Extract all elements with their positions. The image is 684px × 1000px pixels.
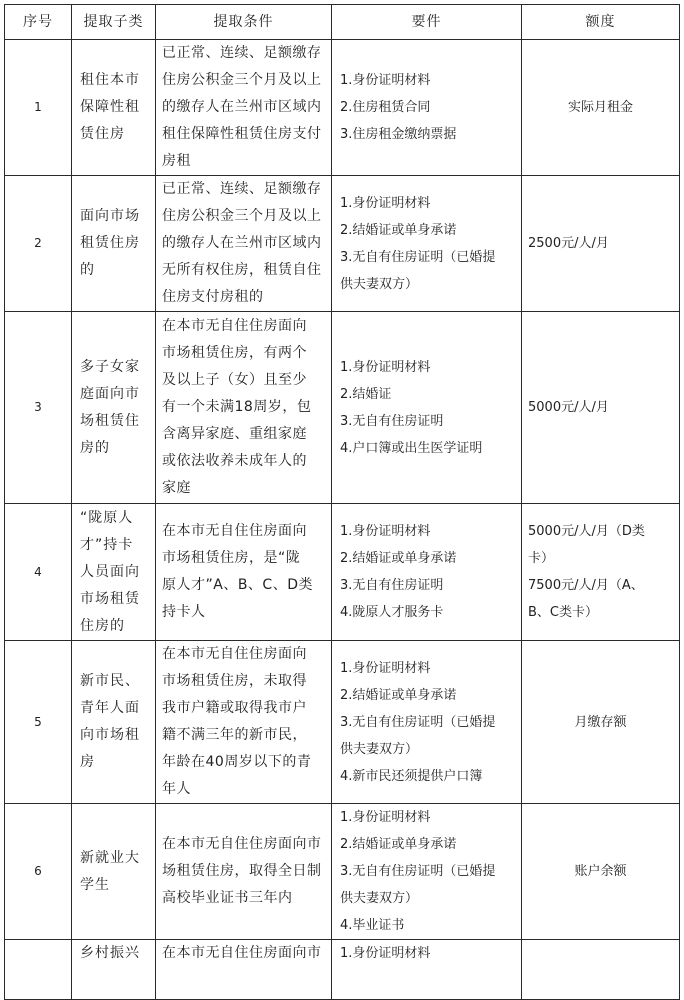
condition-cell-line: 含离异家庭、重组家庭 [162,426,307,442]
subtype-cell [72,504,156,641]
table-row [5,641,680,804]
requirements-cell-line: 1.身份证明材料 [340,359,431,375]
requirements-cell-line: 1.身份证明材料 [340,660,431,676]
subtype-cell [72,40,156,176]
condition-cell-line: 家庭 [162,480,191,496]
subtype-cell-line: 房 [80,754,95,770]
requirements-cell-line: 供夫妻双方） [340,891,419,906]
subtype-cell [72,312,156,504]
amount-cell-line: 5000元/人/月 [528,400,609,415]
amount-cell [522,40,680,176]
condition-cell-line: 的缴存人在兰州市区域内 [162,235,322,251]
subtype-cell-line: 新就业大 [80,849,140,866]
amount-cell-line: B、C类卡） [528,605,598,620]
condition-cell-line: 的缴存人在兰州市区域内 [162,99,322,115]
requirements-cell-line: 1.身份证明材料 [340,946,431,961]
condition-cell-line: 已正常、连续、足额缴存 [162,45,322,61]
requirements-cell [332,176,522,312]
header-requirements: 要件 [332,5,522,40]
condition-cell-line: 市场租赁住房，是“陇 [162,550,301,566]
condition-cell-line: 房租 [162,153,191,169]
condition-cell-line: 年人 [162,781,191,797]
subtype-cell-line: 向市场租 [80,727,140,743]
row-number: 4 [5,504,72,641]
housing-fund-withdrawal-table [4,4,680,1000]
table-row [5,40,680,176]
amount-cell [522,804,680,940]
header-amount: 额度 [522,5,680,40]
requirements-cell [332,312,522,504]
requirements-cell-line: 4.户口簿或出生医学证明 [340,440,483,456]
subtype-cell-line: “陇原人 [80,509,134,526]
subtype-cell-line: 乡村振兴 [80,945,140,961]
condition-cell-line: 及以上子（女）且至少 [162,372,307,388]
condition-cell-line: 高校毕业证书三年内 [162,890,293,906]
table-row [5,176,680,312]
table-row [5,804,680,940]
requirements-cell-line: 2.结婚证或单身承诺 [340,687,457,703]
subtype-cell-line: 庭面向市 [80,385,140,402]
condition-cell [156,312,332,504]
amount-cell [522,641,680,804]
subtype-cell-line: 租赁住房 [80,235,140,251]
subtype-cell [72,176,156,312]
requirements-cell-line: 3.无自有住房证明 [340,578,444,593]
requirements-cell [332,504,522,641]
condition-cell [156,176,332,312]
condition-cell-line: 已正常、连续、足额缴存 [162,181,322,197]
requirements-cell-line: 3.无自有住房证明（已婚提 [340,249,496,265]
requirements-cell-line: 2.结婚证 [340,386,392,402]
subtype-cell-line: 新市民、 [80,673,140,689]
subtype-cell-line: 人员面向 [80,563,140,580]
amount-cell [522,312,680,504]
subtype-cell-line: 保障性租 [80,99,140,115]
condition-cell [156,641,332,804]
condition-cell-line: 市场租赁住房，有两个 [162,345,307,361]
condition-cell-line: 在本市无自住住房面向 [162,523,307,539]
requirements-cell [332,804,522,940]
condition-cell-line: 场租赁住房，取得全日制 [162,863,322,879]
condition-cell-line: 持卡人 [162,604,206,620]
condition-cell-line: 在本市无自住住房面向 [162,646,307,662]
amount-cell-line: 卡） [528,551,555,566]
row-number: 5 [5,641,72,804]
amount-cell-line: 2500元/人/月 [528,236,609,251]
condition-cell-line: 在本市无自住住房面向市 [162,836,322,852]
requirements-cell-line: 3.住房租金缴纳票据 [340,127,457,142]
amount-cell [522,504,680,641]
subtype-cell-line: 场租赁住 [80,412,140,429]
condition-cell [156,940,332,1000]
row-number: 2 [5,176,72,312]
condition-cell-line: 在本市无自住住房面向市 [162,945,322,961]
amount-cell-line: 5000元/人/月（D类 [528,524,645,539]
subtype-cell-line: 房的 [80,439,110,456]
subtype-cell [72,804,156,940]
condition-cell-line: 住房公积金三个月及以上 [162,72,322,88]
subtype-cell-line: 租住本市 [80,72,140,88]
condition-cell [156,40,332,176]
requirements-cell-line: 4.新市民还须提供户口簿 [340,768,483,784]
requirements-cell-line: 2.住房租赁合同 [340,100,431,115]
subtype-cell [72,641,156,804]
requirements-cell-line: 3.无自有住房证明（已婚提 [340,714,496,730]
table-body [5,40,680,1000]
table-row [5,940,680,1000]
condition-cell-line: 年龄在40周岁以下的青 [162,754,312,770]
condition-cell-line: 租住保障性租赁住房支付 [162,126,322,142]
subtype-cell-line: 青年人面 [80,700,140,716]
table-header-row [5,5,680,40]
requirements-cell-line: 4.毕业证书 [340,918,405,933]
header-subtype: 提取子类 [72,5,156,40]
subtype-cell-line: 才”持卡 [80,536,134,553]
condition-cell [156,504,332,641]
condition-cell-line: 有一个未满18周岁，包 [162,399,312,415]
requirements-cell-line: 3.无自有住房证明（已婚提 [340,864,496,879]
requirements-cell-line: 1.身份证明材料 [340,810,431,825]
requirements-cell-line: 供夫妻双方） [340,276,419,292]
table-row [5,312,680,504]
requirements-cell-line: 3.无自有住房证明 [340,413,444,429]
condition-cell-line: 住房支付房租的 [162,289,264,305]
row-number: 3 [5,312,72,504]
condition-cell [156,804,332,940]
amount-cell-line: 账户余额 [574,864,627,879]
requirements-cell [332,940,522,1000]
row-number [5,940,72,1000]
requirements-cell-line: 2.结婚证或单身承诺 [340,222,457,238]
amount-cell-line: 月缴存额 [574,714,627,730]
subtype-cell-line: 住房的 [80,617,125,634]
header-number: 序号 [5,5,72,40]
requirements-cell [332,40,522,176]
amount-cell-line: 实际月租金 [567,100,633,115]
requirements-cell-line: 1.身份证明材料 [340,73,431,88]
row-number: 1 [5,40,72,176]
header-condition: 提取条件 [156,5,332,40]
condition-cell-line: 原人才”A、B、C、D类 [162,577,313,593]
condition-cell-line: 无所有权住房，租赁自住 [162,262,322,278]
requirements-cell-line: 供夫妻双方） [340,741,419,757]
condition-cell-line: 市场租赁住房，未取得 [162,673,307,689]
table-row [5,504,680,641]
subtype-cell-line: 市场租赁 [80,590,140,607]
requirements-cell-line: 2.结婚证或单身承诺 [340,837,457,852]
subtype-cell-line: 多子女家 [80,358,140,375]
condition-cell-line: 籍不满三年的新市民， [162,727,307,743]
subtype-cell [72,940,156,1000]
condition-cell-line: 住房公积金三个月及以上 [162,208,322,224]
subtype-cell-line: 面向市场 [80,208,140,224]
requirements-cell-line: 1.身份证明材料 [340,524,431,539]
amount-cell [522,176,680,312]
amount-cell-line: 7500元/人/月（A、 [528,578,644,593]
condition-cell-line: 我市户籍或取得我市户 [162,700,307,716]
amount-cell [522,940,680,1000]
condition-cell-line: 或依法收养未成年人的 [162,453,307,469]
subtype-cell-line: 赁住房 [80,126,125,142]
requirements-cell-line: 1.身份证明材料 [340,195,431,211]
subtype-cell-line: 学生 [80,876,110,893]
subtype-cell-line: 的 [80,262,95,278]
requirements-cell-line: 4.陇原人才服务卡 [340,605,444,620]
requirements-cell-line: 2.结婚证或单身承诺 [340,551,457,566]
condition-cell-line: 在本市无自住住房面向 [162,318,307,334]
row-number: 6 [5,804,72,940]
requirements-cell [332,641,522,804]
